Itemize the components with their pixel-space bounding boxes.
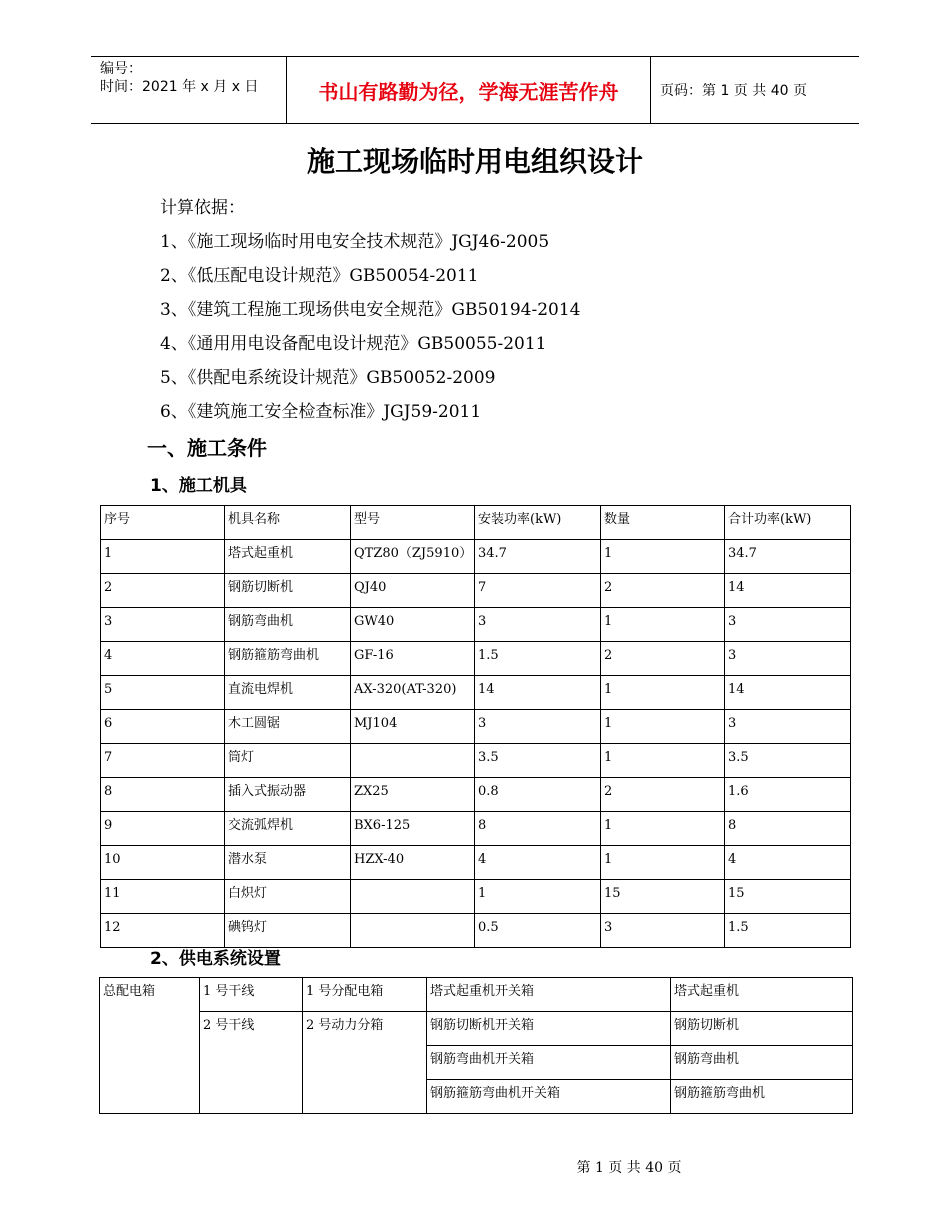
table-cell: 1 bbox=[601, 744, 725, 778]
table-row bbox=[101, 846, 851, 880]
table-cell: 塔式起重机 bbox=[225, 540, 351, 574]
table-cell: 15 bbox=[601, 880, 725, 914]
table-cell: 3.5 bbox=[725, 744, 851, 778]
table-cell: QJ40 bbox=[351, 574, 475, 608]
number-label: 编号： bbox=[100, 61, 142, 77]
basis-item: 5、《供配电系统设计规范》GB50052-2009 bbox=[160, 368, 496, 388]
table-cell bbox=[351, 880, 475, 914]
page-header bbox=[91, 56, 859, 124]
switch-box: 钢筋箍筋弯曲机开关箱 bbox=[427, 1080, 671, 1114]
table-cell: 钢筋箍筋弯曲机 bbox=[225, 642, 351, 676]
basis-heading: 计算依据： bbox=[160, 198, 245, 218]
table-cell: 10 bbox=[101, 846, 225, 880]
switch-box: 塔式起重机开关箱 bbox=[427, 978, 671, 1012]
basis-item: 6、《建筑施工安全检查标准》JGJ59-2011 bbox=[160, 402, 482, 422]
header-motto: 书山有路勤为径，学海无涯苦作舟 bbox=[318, 79, 619, 104]
table-cell: 14 bbox=[725, 676, 851, 710]
basis-item: 2、《低压配电设计规范》GB50054-2011 bbox=[160, 266, 479, 286]
power-system-table bbox=[99, 977, 853, 1114]
table-cell: 4 bbox=[475, 846, 601, 880]
table-cell bbox=[351, 914, 475, 948]
table-row bbox=[101, 710, 851, 744]
table-cell: 14 bbox=[725, 574, 851, 608]
table-cell: 1 bbox=[601, 608, 725, 642]
equipment: 钢筋切断机 bbox=[671, 1012, 853, 1046]
table-cell: AX-320(AT-320) bbox=[351, 676, 475, 710]
subsection-heading: 1、施工机具 bbox=[150, 476, 247, 496]
trunk-line: 2 号干线 bbox=[200, 1012, 303, 1114]
table-cell: 1 bbox=[601, 676, 725, 710]
section-heading: 一、施工条件 bbox=[147, 436, 267, 460]
table-cell: 3 bbox=[725, 710, 851, 744]
table-cell: 3 bbox=[475, 710, 601, 744]
table-row bbox=[101, 642, 851, 676]
equipment: 钢筋箍筋弯曲机 bbox=[671, 1080, 853, 1114]
equipment: 钢筋弯曲机 bbox=[671, 1046, 853, 1080]
trunk-line: 1 号干线 bbox=[200, 978, 303, 1012]
distribution-box: 2 号动力分箱 bbox=[303, 1012, 427, 1114]
table-row bbox=[101, 812, 851, 846]
table-row bbox=[101, 744, 851, 778]
column-header: 合计功率(kW) bbox=[725, 506, 851, 540]
basis-item: 4、《通用用电设备配电设计规范》GB50055-2011 bbox=[160, 334, 547, 354]
table-row bbox=[101, 676, 851, 710]
column-header: 型号 bbox=[351, 506, 475, 540]
column-header: 机具名称 bbox=[225, 506, 351, 540]
table-cell: 6 bbox=[101, 710, 225, 744]
table-cell: 2 bbox=[601, 574, 725, 608]
table-cell: QTZ80（ZJ5910） bbox=[351, 540, 475, 574]
table-cell: 交流弧焊机 bbox=[225, 812, 351, 846]
table-row bbox=[101, 880, 851, 914]
table-row bbox=[101, 914, 851, 948]
table-cell: 11 bbox=[101, 880, 225, 914]
table-cell: 1.5 bbox=[475, 642, 601, 676]
table-cell: HZX-40 bbox=[351, 846, 475, 880]
table-cell: 1 bbox=[475, 880, 601, 914]
table-cell: 潜水泵 bbox=[225, 846, 351, 880]
machine-table bbox=[100, 505, 851, 948]
table-cell: 3 bbox=[725, 608, 851, 642]
table-cell bbox=[351, 744, 475, 778]
document-title: 施工现场临时用电组织设计 bbox=[306, 145, 643, 178]
table-cell: 14 bbox=[475, 676, 601, 710]
subsection-heading: 2、供电系统设置 bbox=[150, 949, 281, 969]
column-header: 数量 bbox=[601, 506, 725, 540]
table-cell: 白炽灯 bbox=[225, 880, 351, 914]
table-cell: ZX25 bbox=[351, 778, 475, 812]
table-cell: 7 bbox=[475, 574, 601, 608]
table-cell: 7 bbox=[101, 744, 225, 778]
table-header-row bbox=[101, 506, 851, 540]
table-cell: 34.7 bbox=[725, 540, 851, 574]
table-row bbox=[101, 778, 851, 812]
table-cell: 1 bbox=[601, 846, 725, 880]
table-row bbox=[100, 1012, 853, 1046]
table-cell: 碘钨灯 bbox=[225, 914, 351, 948]
header-page-info: 页码：第 1 页 共 40 页 bbox=[660, 83, 807, 99]
basis-item: 3、《建筑工程施工现场供电安全规范》GB50194-2014 bbox=[160, 300, 581, 320]
table-cell: 3 bbox=[101, 608, 225, 642]
table-cell: 34.7 bbox=[475, 540, 601, 574]
time-label: 时间：2021 年 x 月 x 日 bbox=[100, 79, 259, 95]
table-cell: 4 bbox=[725, 846, 851, 880]
table-cell: 1 bbox=[601, 540, 725, 574]
table-cell: 3 bbox=[475, 608, 601, 642]
table-cell: 2 bbox=[601, 642, 725, 676]
table-cell: 2 bbox=[601, 778, 725, 812]
table-cell: 1.6 bbox=[725, 778, 851, 812]
table-cell: 直流电焊机 bbox=[225, 676, 351, 710]
table-cell: BX6-125 bbox=[351, 812, 475, 846]
table-cell: 15 bbox=[725, 880, 851, 914]
table-cell: 插入式振动器 bbox=[225, 778, 351, 812]
table-cell: 1 bbox=[601, 812, 725, 846]
table-cell: 8 bbox=[725, 812, 851, 846]
table-row bbox=[100, 978, 853, 1012]
table-cell: GF-16 bbox=[351, 642, 475, 676]
table-row bbox=[101, 608, 851, 642]
table-row bbox=[101, 574, 851, 608]
table-cell: 5 bbox=[101, 676, 225, 710]
calculation-basis bbox=[160, 194, 580, 432]
table-cell: 3 bbox=[725, 642, 851, 676]
distribution-box: 1 号分配电箱 bbox=[303, 978, 427, 1012]
table-cell: 0.8 bbox=[475, 778, 601, 812]
basis-item: 1、《施工现场临时用电安全技术规范》JGJ46-2005 bbox=[160, 232, 550, 252]
table-cell: 木工圆锯 bbox=[225, 710, 351, 744]
table-row bbox=[101, 540, 851, 574]
header-divider bbox=[650, 57, 651, 123]
equipment: 塔式起重机 bbox=[671, 978, 853, 1012]
table-cell: 3 bbox=[601, 914, 725, 948]
table-cell: 0.5 bbox=[475, 914, 601, 948]
table-cell: 筒灯 bbox=[225, 744, 351, 778]
table-cell: 1.5 bbox=[725, 914, 851, 948]
table-cell: 8 bbox=[101, 778, 225, 812]
table-cell: 9 bbox=[101, 812, 225, 846]
switch-box: 钢筋弯曲机开关箱 bbox=[427, 1046, 671, 1080]
table-cell: 钢筋弯曲机 bbox=[225, 608, 351, 642]
column-header: 序号 bbox=[101, 506, 225, 540]
table-cell: GW40 bbox=[351, 608, 475, 642]
table-cell: 钢筋切断机 bbox=[225, 574, 351, 608]
main-distribution-box: 总配电箱 bbox=[100, 978, 200, 1114]
table-cell: 12 bbox=[101, 914, 225, 948]
header-meta bbox=[100, 60, 258, 96]
page-footer: 第 1 页 共 40 页 bbox=[576, 1160, 682, 1176]
table-cell: 3.5 bbox=[475, 744, 601, 778]
table-cell: 1 bbox=[101, 540, 225, 574]
table-cell: 8 bbox=[475, 812, 601, 846]
table-cell: 2 bbox=[101, 574, 225, 608]
table-cell: 4 bbox=[101, 642, 225, 676]
switch-box: 钢筋切断机开关箱 bbox=[427, 1012, 671, 1046]
column-header: 安装功率(kW) bbox=[475, 506, 601, 540]
table-cell: 1 bbox=[601, 710, 725, 744]
table-cell: MJ104 bbox=[351, 710, 475, 744]
